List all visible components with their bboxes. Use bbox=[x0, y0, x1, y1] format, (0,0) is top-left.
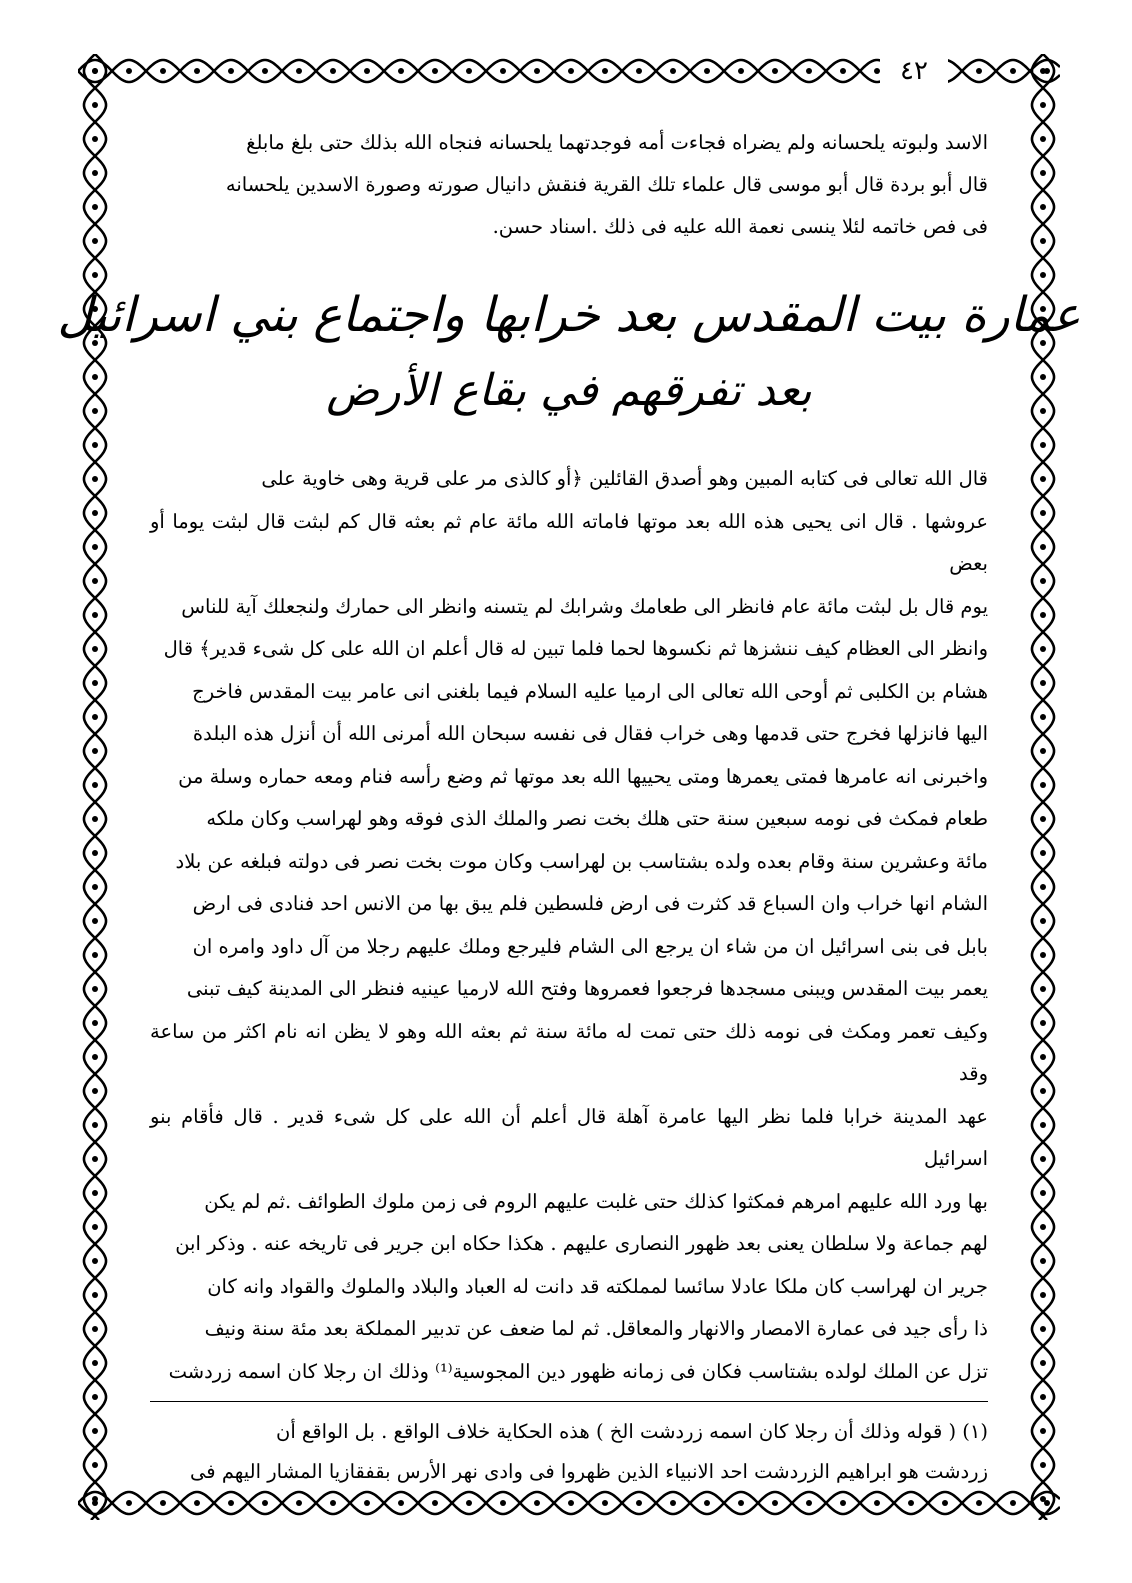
page-number: ٤٢ bbox=[880, 56, 948, 86]
text-line: قال أبو بردة قال أبو موسى قال علماء تلك القرية فنقش دانيال صورته وصورة الاسدين يلحسانه bbox=[225, 173, 988, 196]
text-line: عروشها . قال انى يحيى هذه الله بعد موتها فاماته الله مائة عام ثم بعثه قال كم لبثت قال لبثت يوما أو بعض bbox=[150, 509, 988, 575]
text-line: طعام فمكث فى نومه سبعين سنة حتى هلك بخت نصر والملك الذى فوقه وهو لهراسب وكان ملكه bbox=[206, 807, 988, 830]
text-line: بابل فى بنى اسرائيل ان من شاء ان يرجع الى الشام فليرجع وملك عليهم رجلا من آل داود وامره ان bbox=[192, 934, 988, 958]
footnote bbox=[150, 1412, 988, 1492]
text-line: تزل عن الملك لولده بشتاسب فكان فى زمانه ظهور دين المجوسية⁽¹⁾ وذلك ان رجلا كان اسمه زردشت bbox=[168, 1359, 988, 1383]
text-line: ذا رأى جيد فى عمارة الامصار والانهار والمعاقل. ثم لما ضعف عن تدبير المملكة بعد مئة سنة ونيف bbox=[204, 1317, 988, 1340]
text-line: الشام انها خراب وان السباع قد كثرت فى ارض فلسطين فلم يبق بها من الانس احد فنادى فى ارض bbox=[192, 892, 988, 915]
footnote-line: (١) ( قوله وذلك أن رجلا كان اسمه زردشت الخ ) هذه الحكاية خلاف الواقع . بل الواقع أن bbox=[276, 1420, 988, 1443]
ornamental-border-right bbox=[1026, 54, 1060, 1520]
text-line: واخبرنى انه عامرها فمتى يعمرها ومتى يحييها الله بعد موتها ثم وضع رأسه فنام ومعه حماره وسلة من bbox=[178, 764, 988, 788]
text-line: قال الله تعالى فى كتابه المبين وهو أصدق القائلين ﴿أو كالذى مر على قرية وهى خاوية على bbox=[261, 467, 988, 490]
text-line: وانظر الى العظام كيف ننشزها ثم نكسوها لحما فلما تبين له قال أعلم ان الله على كل شىء قدير﴾ قال bbox=[163, 637, 988, 660]
text-line: اليها فانزلها فخرج حتى قدمها وهى خراب فقال فى نفسه سبحان الله أمرنى الله أن أنزل هذه البلدة bbox=[192, 722, 988, 745]
text-line: مائة وعشرين سنة وقام بعده ولده بشتاسب بن لهراسب وكان موت بخت نصر فى دولته فبلغه عن بلاد bbox=[175, 849, 988, 873]
text-line: يوم قال بل لبثت مائة عام فانظر الى طعامك وشرابك لم يتسنه وانظر الى حمارك ولنجعلك آية للناس bbox=[181, 594, 988, 618]
text-line: بها ورد الله عليهم امرهم فمكثوا كذلك حتى غلبت عليهم الروم فى زمن ملوك الطوائف .ثم لم يكن bbox=[204, 1189, 988, 1213]
section-heading bbox=[57, 248, 1081, 458]
footnote-divider bbox=[150, 1401, 988, 1402]
body-paragraph bbox=[150, 458, 988, 1393]
heading-line: عمارة بيت المقدس بعد خرابها واجتماع بني اسرائيل bbox=[57, 287, 1081, 343]
ornamental-border-left bbox=[78, 54, 112, 1520]
page-content bbox=[57, 122, 1081, 1492]
intro-paragraph bbox=[150, 122, 988, 248]
text-line: يعمر بيت المقدس ويبنى مسجدها فرجعوا فعمروها وفتح الله لارميا عينيه فنظر الى المدينة كيف تبنى bbox=[186, 977, 988, 1000]
footnote-line: زردشت هو ابراهيم الزردشت احد الانبياء الذين ظهروا فى وادى نهر الأرس بقفقازيا المشار اليهم فى bbox=[190, 1460, 988, 1483]
text-line: عهد المدينة خرابا فلما نظر اليها عامرة آهلة قال أعلم أن الله على كل شىء قدير . قال فأقام بنو اسرائيل bbox=[150, 1104, 988, 1170]
heading-line: بعد تفرقهم في بقاع الأرض bbox=[326, 365, 812, 416]
text-line: هشام بن الكلبى ثم أوحى الله تعالى الى ارميا عليه السلام فيما بلغنى انى عامر بيت المقدس فاخرج bbox=[192, 679, 988, 703]
text-line: جرير ان لهراسب كان ملكا عادلا سائسا لمملكته قد دانت له العباد والبلاد والملوك والقواد وانه كان bbox=[207, 1274, 988, 1298]
text-line: الاسد ولبوته يلحسانه ولم يضراه فجاءت أمه فوجدتهما يلحسانه فنجاه الله بذلك حتى بلغ مابلغ bbox=[246, 131, 988, 154]
text-line: فى فص خاتمه لئلا ينسى نعمة الله عليه فى ذلك .اسناد حسن. bbox=[492, 215, 988, 238]
text-line: لهم جماعة ولا سلطان يعنى بعد ظهور النصارى عليهم . هكذا حكاه ابن جرير فى تاريخه عنه . وذكر ابن bbox=[175, 1232, 988, 1255]
text-line: وكيف تعمر ومكث فى نومه ذلك حتى تمت له مائة سنة ثم بعثه الله وهو لا يظن انه نام اكثر من ساعة وقد bbox=[150, 1019, 988, 1085]
